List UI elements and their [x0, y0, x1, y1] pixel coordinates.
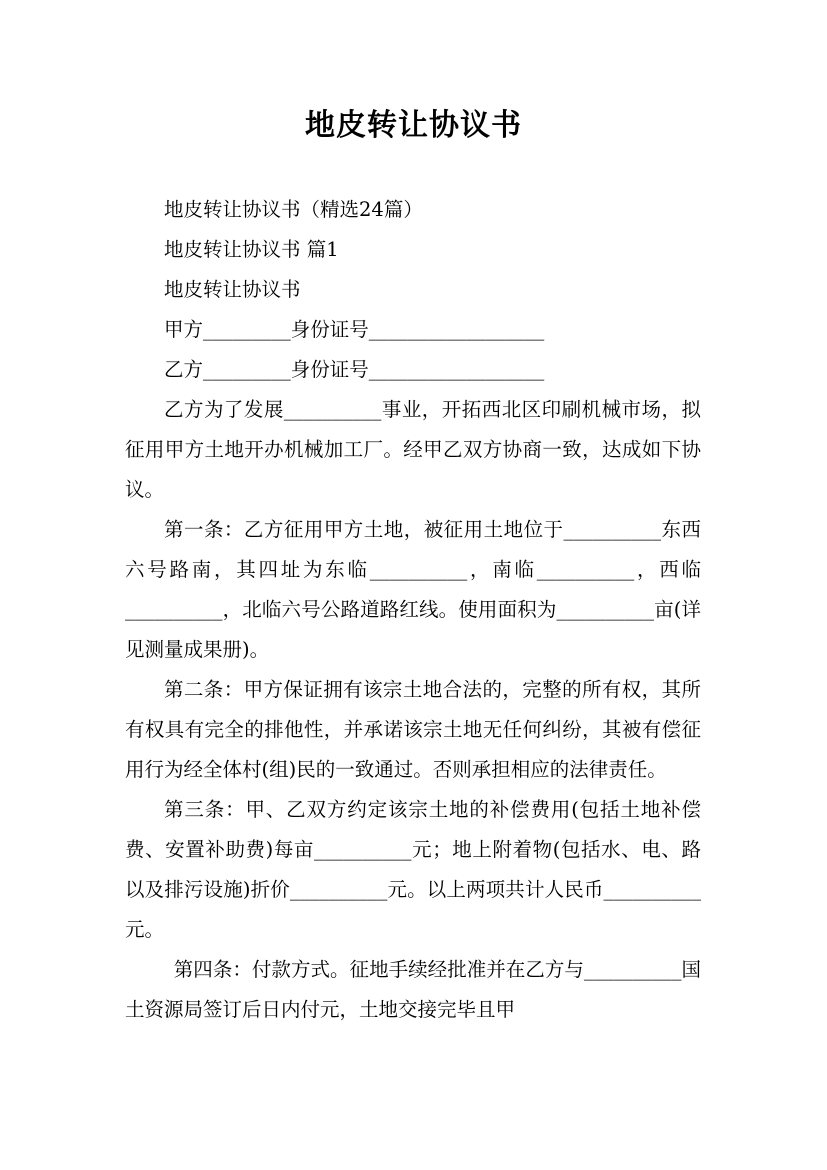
article-4-paragraph: 第四条：付款方式。征地手续经批准并在乙方与__________国土资源局签订后日内付元，土地交接完毕且甲: [125, 958, 701, 1021]
party-b-line: 乙方_________身份证号__________________: [164, 358, 545, 381]
article-2-paragraph: 第二条：甲方保证拥有该宗土地合法的，完整的所有权，其所有权具有完全的排他性，并承诺该宗土地无任何纠纷，其被有偿征用行为经全体村(组)民的一致通过。否则承担相应的法律责任。: [125, 678, 701, 781]
subtitle-paragraph: 地皮转让协议书（精选24篇）: [164, 198, 423, 221]
article-1-paragraph: 第一条：乙方征用甲方土地，被征用土地位于__________东西六号路南，其四址为东临__________，南临__________，西临__________，北临六号公路道路红线。使用面积为__________亩(详见测量成果册)。: [125, 518, 701, 661]
document-body: [125, 190, 701, 1030]
article-3-paragraph: 第三条：甲、乙双方约定该宗土地的补偿费用(包括土地补偿费、安置补助费)每亩__________元；地上附着物(包括水、电、路以及排污设施)折价__________元。以上两项共计人民币__________元。: [125, 798, 701, 941]
agreement-heading: 地皮转让协议书: [164, 278, 301, 301]
party-a-line: 甲方_________身份证号__________________: [164, 318, 545, 341]
preamble-paragraph: 乙方为了发展__________事业，开拓西北区印刷机械市场，拟征用甲方土地开办机械加工厂。经甲乙双方协商一致，达成如下协议。: [125, 398, 701, 501]
section-heading: 地皮转让协议书 篇1: [164, 238, 339, 261]
document-title: 地皮转让协议书: [305, 108, 522, 143]
